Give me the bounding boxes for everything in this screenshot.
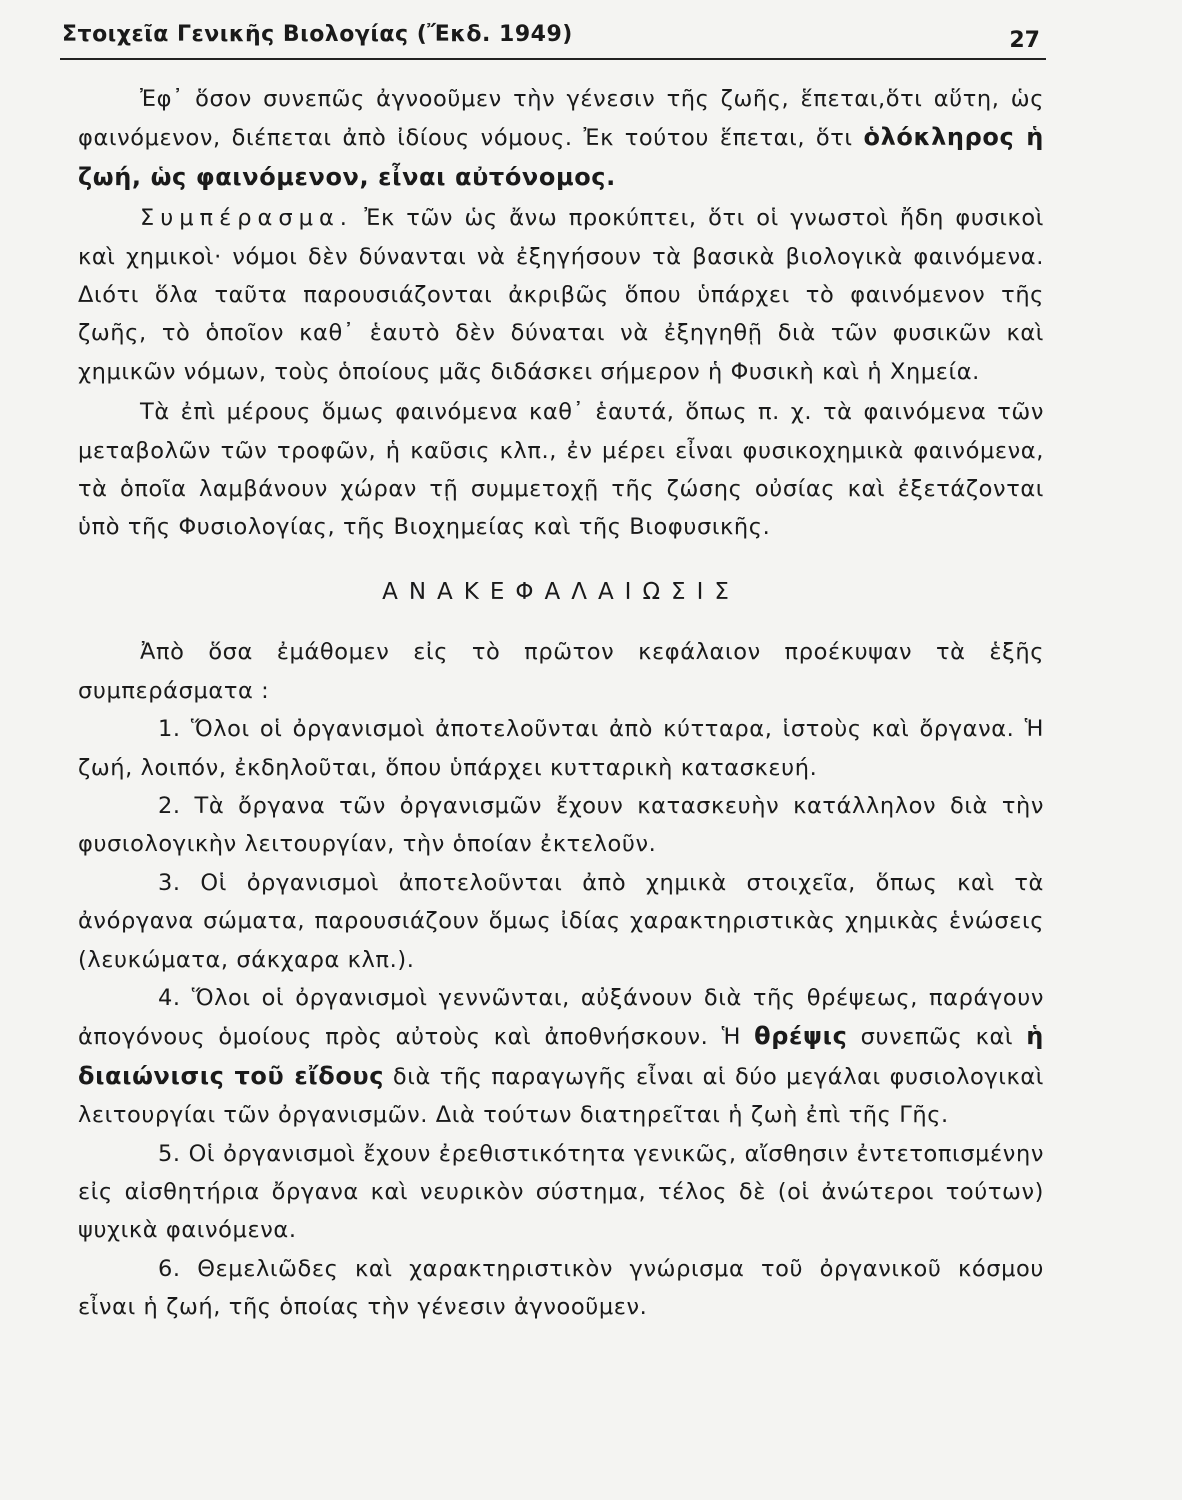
- summary-item-4-text: 4. Ὅλοι οἱ ὀργανισμοὶ γεννῶνται, αὐξάνουν διὰ τῆς θρέψεως, παράγουν ἀπογόνους ὁμοίους πρὸς αὐτοὺς καὶ ἀποθνήσκουν. Ἡ: [78, 984, 1044, 1051]
- paragraph-phenomena: Τὰ ἐπὶ μέρους ὅμως φαινόμενα καθ᾽ ἑαυτά, ὅπως π. χ. τὰ φαινόμενα τῶν μεταβολῶν τῶν τροφῶν, ἡ καῦσις κλπ., ἐν μέρει εἶναι φυσικοχημικὰ φαινόμενα, τὰ ὁποῖα λαμβάνουν χώραν τῇ συμμετοχῇ τῆς ζώσης οὐσίας καὶ ἐξετάζονται ὑπὸ τῆς Φυσιολογίας, τῆς Βιοχημείας καὶ τῆς Βιοφυσικῆς.: [78, 399, 1044, 541]
- page-number: 27: [1009, 28, 1040, 53]
- summary-intro: Ἀπὸ ὅσα ἐμάθομεν εἰς τὸ πρῶτον κεφάλαιον προέκυψαν τὰ ἑξῆς συμπεράσματα :: [78, 639, 1044, 704]
- page-body: [78, 80, 1044, 1327]
- paragraph-autonomy-text: Ἐφ᾽ ὅσον συνεπῶς ἀγνοοῦμεν τὴν γένεσιν τῆς ζωῆς, ἕπεται,ὅτι αὕτη, ὡς φαινόμενον, διέπεται ἀπὸ ἰδίους νόμους. Ἐκ τούτου ἕπεται, ὅτι: [78, 86, 1044, 152]
- summary-item-1: 1. Ὅλοι οἱ ὀργανισμοὶ ἀποτελοῦνται ἀπὸ κύτταρα, ἱστοὺς καὶ ὄργανα. Ἡ ζωή, λοιπόν, ἐκδηλοῦται, ὅπου ὑπάρχει κυτταρικὴ κατασκευή.: [78, 716, 1044, 781]
- summary-item-2: 2. Τὰ ὄργανα τῶν ὀργανισμῶν ἔχουν κατασκευὴν κατάλληλον διὰ τὴν φυσιολογικὴν λειτουργίαν, τὴν ὁποίαν ἐκτελοῦν.: [78, 792, 1044, 858]
- paragraph-autonomy: [78, 80, 1044, 197]
- summary-item-4-bold-2: ἡ διαιώνισις τοῦ εἴδους: [78, 1022, 1044, 1090]
- header-rule: [60, 58, 1046, 60]
- paragraph-autonomy-bold: ὁλόκληρος ἡ ζωή, ὡς φαινόμενον, εἶναι αὐτόνομος.: [78, 123, 1044, 191]
- conclusion-label: Συμπέρασμα.: [140, 205, 353, 232]
- summary-heading: ΑΝΑΚΕΦΑΛΑΙΩΣΙΣ: [382, 578, 740, 605]
- summary-item-4-bold-1: θρέψις: [754, 1022, 848, 1051]
- paragraph-conclusion: [78, 199, 1044, 391]
- summary-item-6: 6. Θεμελιῶδες καὶ χαρακτηριστικὸν γνώρισμα τοῦ ὀργανικοῦ κόσμου εἶναι ἡ ζωή, τῆς ὁποίας τὴν γένεσιν ἀγνοοῦμεν.: [78, 1255, 1044, 1321]
- summary-item-4-mid: συνεπῶς καὶ: [847, 1024, 1027, 1051]
- summary-item-4: [78, 979, 1044, 1135]
- running-head: [62, 18, 1044, 54]
- book-title: Στοιχεῖα Γενικῆς Βιολογίας (Ἔκδ. 1949): [62, 22, 573, 47]
- summary-item-5: 5. Οἱ ὀργανισμοὶ ἔχουν ἐρεθιστικότητα γενικῶς, αἴσθησιν ἐντετοπισμένην εἰς αἰσθητήρια ὄργανα καὶ νευρικὸν σύστημα, τέλος δὲ (οἱ ἀνώτεροι τούτων) ψυχικὰ φαινόμενα.: [78, 1140, 1044, 1244]
- summary-item-4-rest: διὰ τῆς παραγωγῆς εἶναι αἱ δύο μεγάλαι φυσιολογικαὶ λειτουργίαι τῶν ὀργανισμῶν. Διὰ τούτων διατηρεῖται ἡ ζωὴ ἐπὶ τῆς Γῆς.: [78, 1063, 1044, 1129]
- conclusion-text: Ἐκ τῶν ὡς ἄνω προκύπτει, ὅτι οἱ γνωστοὶ ἤδη φυσικοὶ καὶ χημικοὶ· νόμοι δὲν δύνανται νὰ ἐξηγήσουν τὰ βασικὰ βιολογικὰ φαινόμενα. Διότι ὅλα ταῦτα παρουσιάζονται ἀκριβῶς ὅπου ὑπάρχει τὸ φαινόμενον τῆς ζωῆς, τὸ ὁποῖον καθ᾽ ἑαυτὸ δὲν δύναται νὰ ἐξηγηθῇ διὰ τῶν φυσικῶν καὶ χημικῶν νόμων, τοὺς ὁποίους μᾶς διδάσκει σήμερον ἡ Φυσικὴ καὶ ἡ Χημεία.: [78, 205, 1044, 385]
- summary-item-3: 3. Οἱ ὀργανισμοὶ ἀποτελοῦνται ἀπὸ χημικὰ στοιχεῖα, ὅπως καὶ τὰ ἀνόργανα σώματα, παρουσιάζουν ὅμως ἰδίας χαρακτηριστικὰς χημικὰς ἑνώσεις (λευκώματα, σάκχαρα κλπ.).: [78, 869, 1044, 973]
